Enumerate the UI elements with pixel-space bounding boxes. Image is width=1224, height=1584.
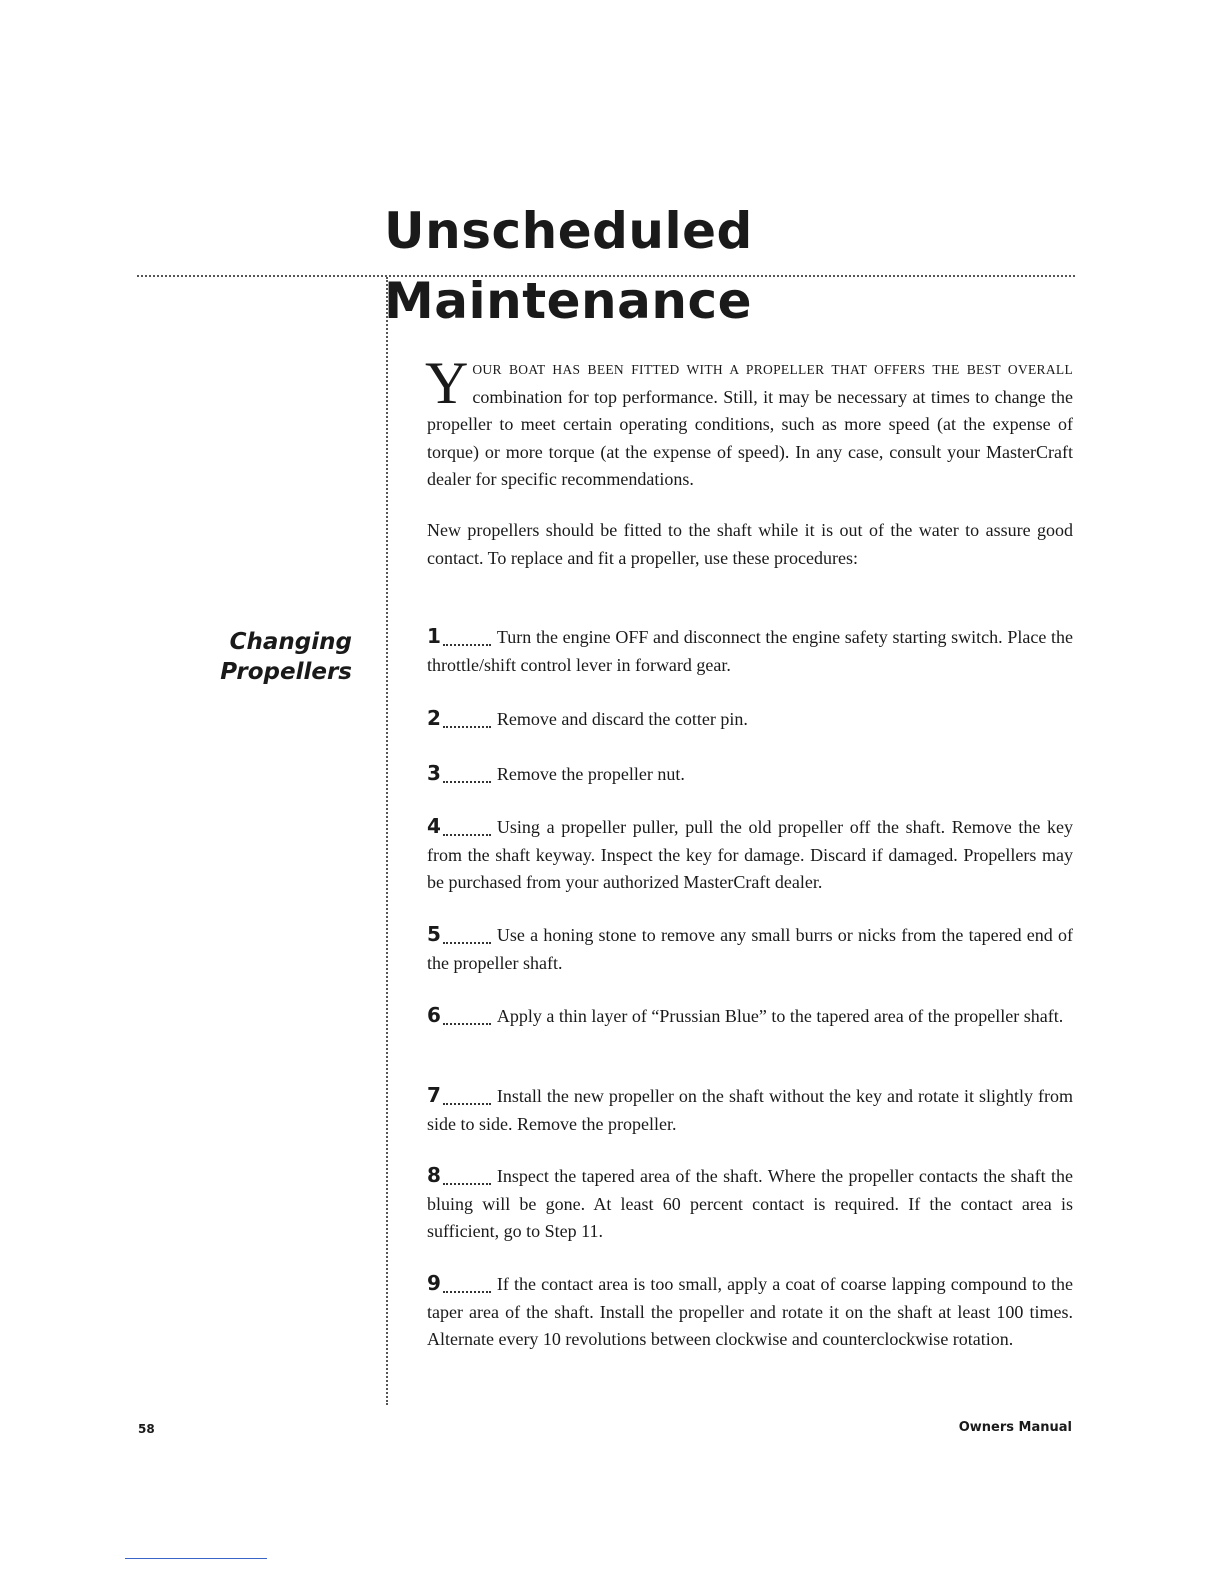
step-5 [427,921,1073,977]
step-4 [427,813,1073,897]
step-number: 9 [427,1271,441,1295]
step-leader-dots [443,942,491,944]
page-title: Unscheduled Maintenance [384,202,753,330]
step-7 [427,1082,1073,1138]
step-text: Remove and discard the cotter pin. [496,709,748,729]
step-text: Remove the propeller nut. [496,764,685,784]
intro-text: combination for top performance. Still, it may be necessary at times to change the propeller to meet certain operating conditions, such as more speed (at the expense of torque) or more torque (at the expense of speed). In any case, consult your MasterCraft dealer for specific recommendations. [427,386,1073,489]
step-leader-dots [443,644,491,646]
section-heading [200,627,352,687]
step-2 [427,705,1073,734]
step-leader-dots [443,1023,491,1025]
step-leader-dots [443,1183,491,1185]
step-number: 4 [427,814,441,838]
step-number: 3 [427,761,441,785]
step-number: 7 [427,1083,441,1107]
step-text: If the contact area is too small, apply a coat of coarse lapping compound to the taper area of the shaft. Install the propeller and rotate it on the shaft at least 100 times. Alternate every 10 revolutions between clockwise and counterclockwise rotation. [427,1274,1073,1349]
step-6 [427,1002,1073,1031]
step-text: Install the new propeller on the shaft without the key and rotate it slightly from side to side. Remove the propeller. [427,1086,1073,1134]
intro-paragraph [425,350,1073,494]
footer-title: Owners Manual [958,1420,1072,1435]
drop-cap: Y [425,350,469,416]
step-8 [427,1162,1073,1246]
step-number: 2 [427,706,441,730]
step-number: 8 [427,1163,441,1187]
section-heading-line-1: Changing [229,629,352,655]
step-3 [427,760,1073,789]
step-text: Using a propeller puller, pull the old propeller off the shaft. Remove the key from the shaft keyway. Inspect the key for damage. Discard if damaged. Propellers may be purchased from your authorized MasterCraft dealer. [427,817,1073,892]
section-heading-line-2: Propellers [220,659,352,685]
step-leader-dots [443,1291,491,1293]
step-leader-dots [443,781,491,783]
step-leader-dots [443,726,491,728]
step-number: 5 [427,922,441,946]
step-number: 6 [427,1003,441,1027]
step-text: Turn the engine OFF and disconnect the engine safety starting switch. Place the throttle/shift control lever in forward gear. [427,627,1073,675]
procedure-intro-paragraph: New propellers should be fitted to the shaft while it is out of the water to assure good contact. To replace and fit a propeller, use these procedures: [427,520,1073,568]
step-leader-dots [443,834,491,836]
step-text: Use a honing stone to remove any small burrs or nicks from the tapered end of the propeller shaft. [427,925,1073,973]
title-divider [137,275,1075,277]
bottom-rule [125,1558,267,1559]
step-text: Inspect the tapered area of the shaft. Where the propeller contacts the shaft the bluing will be gone. At least 60 percent contact is required. If the contact area is sufficient, go to Step 11. [427,1166,1073,1241]
step-leader-dots [443,1103,491,1105]
page-number: 58 [138,1422,155,1436]
step-1 [427,623,1073,679]
column-divider [386,277,388,1405]
step-text: Apply a thin layer of “Prussian Blue” to the tapered area of the propeller shaft. [496,1006,1064,1026]
intro-lead-caps: OUR BOAT HAS BEEN FITTED WITH A PROPELLER THAT OFFERS THE BEST OVERALL [472,362,1073,377]
step-9 [427,1270,1073,1354]
step-number: 1 [427,624,441,648]
